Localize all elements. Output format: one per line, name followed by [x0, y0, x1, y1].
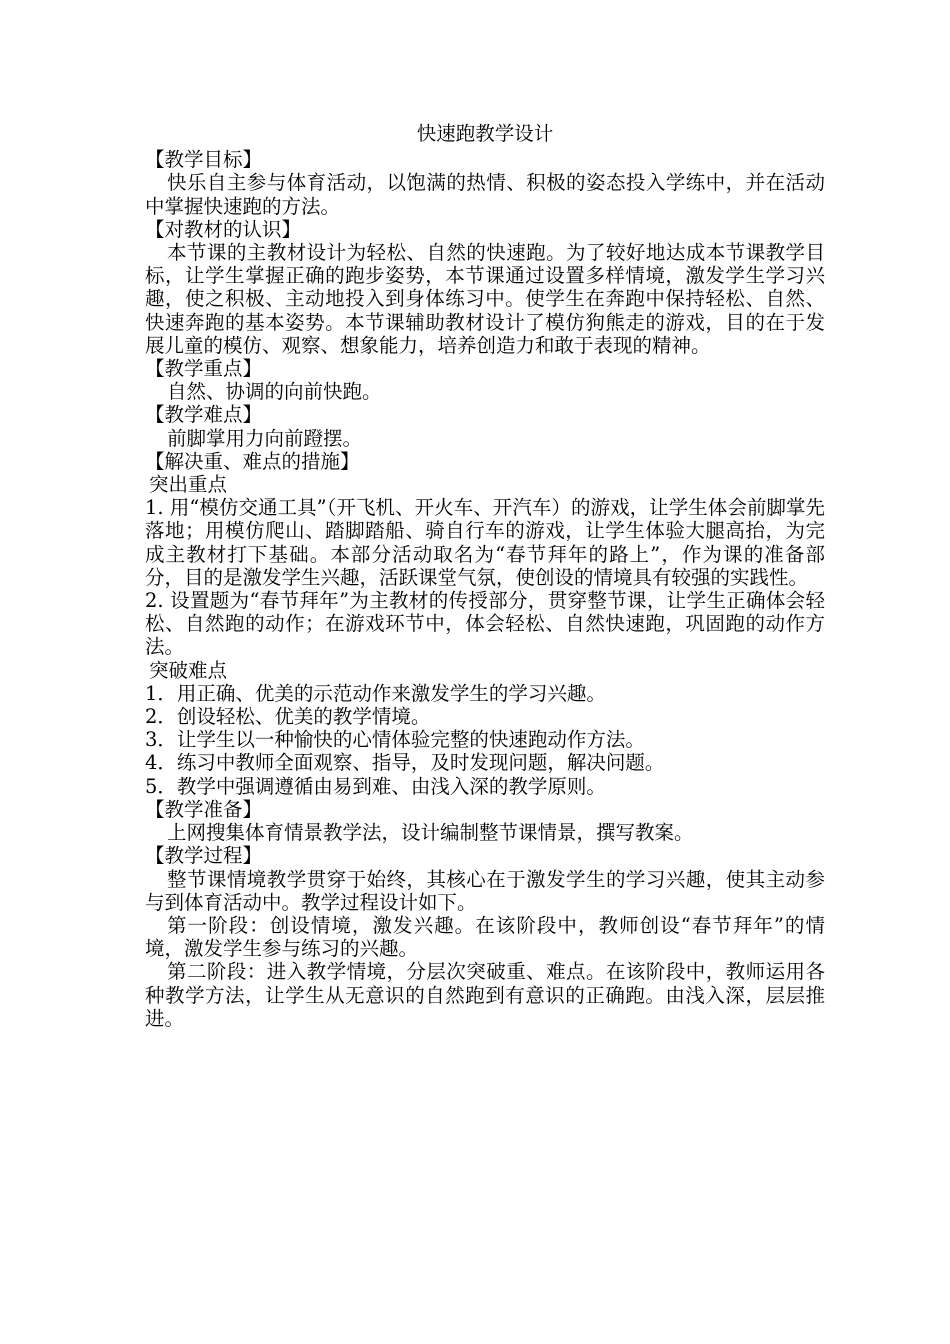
process-heading: 【教学过程】 — [145, 844, 263, 868]
break-item: 4．练习中教师全面观察、指导，及时发现问题，解决问题。 — [145, 751, 665, 775]
highlight-heading: 突出重点 — [149, 473, 228, 497]
goal-text: 快乐自主参与体育活动，以饱满的热情、积极的姿态投入学练中，并在活动中掌握快速跑的方法。 — [145, 171, 825, 218]
measures-heading: 【解决重、难点的措施】 — [145, 449, 360, 473]
material-text: 本节课的主教材设计为轻松、自然的快速跑。为了较好地达成本节课教学目标，让学生掌握正确的跑步姿势，本节课通过设置多样情境，激发学生学习兴趣，使之积极、主动地投入到身体练习中。使学生在奔跑中保持轻松、自然、快速奔跑的基本姿势。本节课辅助教材设计了模仿狗熊走的游戏，目的在于发展儿童的模仿、观察、想象能力，培养创造力和敢于表现的精神。 — [145, 241, 825, 357]
document-title: 快速跑教学设计 — [416, 122, 554, 145]
process-paragraph: 第二阶段：进入教学情境，分层次突破重、难点。在该阶段中，教师运用各种教学方法，让学生从无意识的自然跑到有意识的正确跑。由浅入深，层层推进。 — [145, 960, 825, 1030]
goal-heading: 【教学目标】 — [145, 148, 263, 172]
difficulty-heading: 【教学难点】 — [145, 403, 263, 427]
break-heading: 突破难点 — [149, 658, 228, 682]
prep-heading: 【教学准备】 — [145, 797, 263, 821]
process-paragraph: 整节课情境教学贯穿于始终，其核心在于激发学生的学习兴趣，使其主动参与到体育活动中。教学过程设计如下。 — [145, 867, 825, 914]
difficulty-text: 前脚掌用力向前蹬摆。 — [167, 426, 363, 450]
highlight-item: 2. 设置题为“春节拜年”为主教材的传授部分，贯穿整节课，让学生正确体会轻松、自然跑的动作；在游戏环节中，体会轻松、自然快速跑，巩固跑的动作方法。 — [145, 589, 825, 659]
break-item: 3．让学生以一种愉快的心情体验完整的快速跑动作方法。 — [145, 728, 645, 752]
prep-text: 上网搜集体育情景教学法，设计编制整节课情景，撰写教案。 — [167, 821, 694, 845]
document-page — [145, 118, 825, 1030]
material-heading: 【对教材的认识】 — [145, 217, 302, 241]
break-item: 1．用正确、优美的示范动作来激发学生的学习兴趣。 — [145, 681, 606, 705]
process-paragraph: 第一阶段：创设情境，激发兴趣。在该阶段中，教师创设“春节拜年”的情境，激发学生参与练习的兴趣。 — [145, 913, 825, 961]
highlight-item: 1. 用“模仿交通工具”（开飞机、开火车、开汽车）的游戏，让学生体会前脚掌先落地；用模仿爬山、踏脚踏船、骑自行车的游戏，让学生体验大腿高抬，为完成主教材打下基础。本部分活动取名为“春节拜年的路上”，作为课的准备部分，目的是激发学生兴趣，活跃课堂气氛，使创设的情境具有较强的实践性。 — [145, 496, 825, 589]
key-point-heading: 【教学重点】 — [145, 357, 263, 381]
break-item: 5．教学中强调遵循由易到难、由浅入深的教学原则。 — [145, 774, 606, 798]
key-point-text: 自然、协调的向前快跑。 — [167, 380, 382, 404]
break-item: 2．创设轻松、优美的教学情境。 — [145, 705, 431, 729]
